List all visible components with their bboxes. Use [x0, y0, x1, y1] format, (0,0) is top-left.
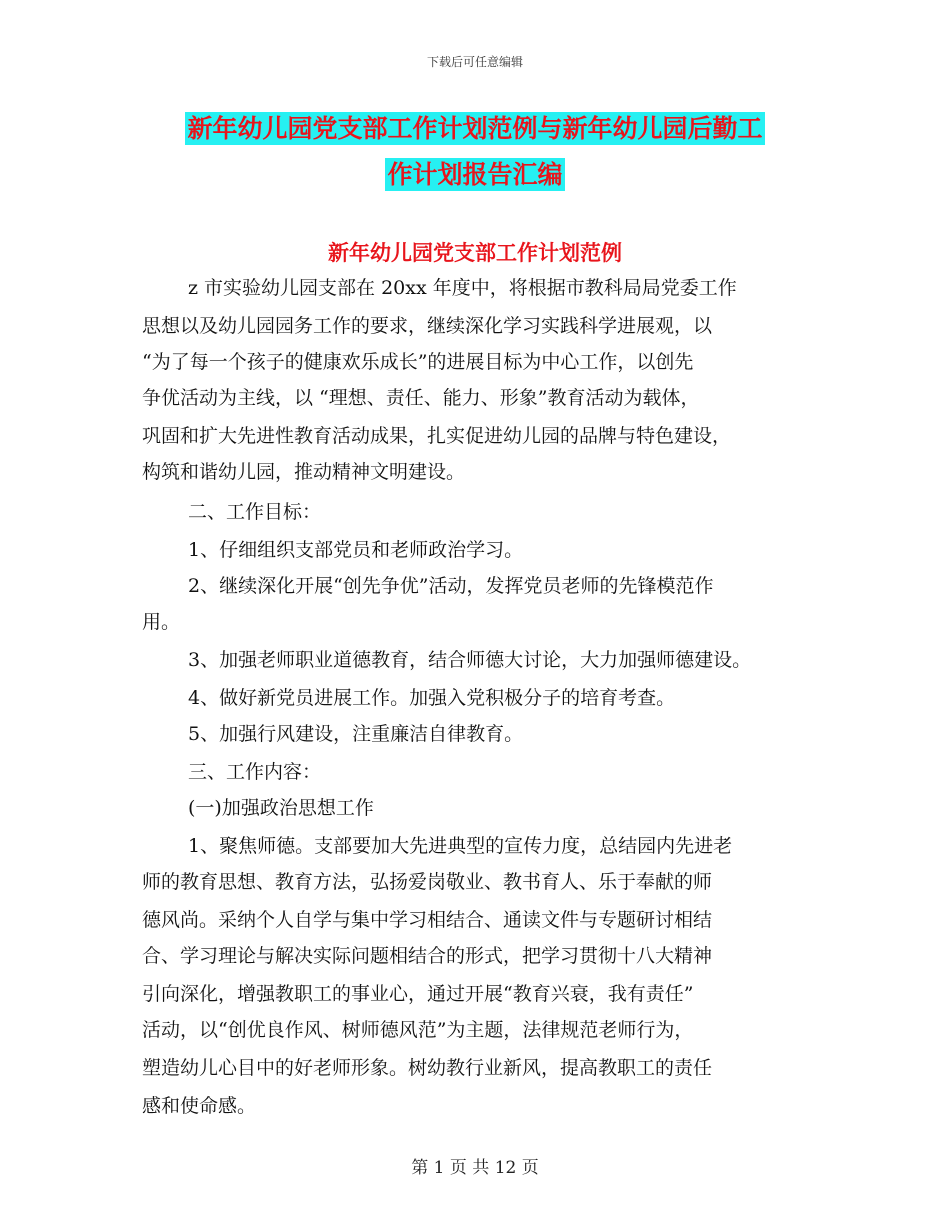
body-line: 思想以及幼儿园园务工作的要求，继续深化学习实践科学进展观，以 [142, 315, 713, 337]
body-line: 1、聚焦师德。支部要加大先进典型的宣传力度，总结园内先进老 [188, 835, 733, 857]
body-line: 塑造幼儿心目中的好老师形象。树幼教行业新风，提高教职工的责任 [142, 1057, 713, 1079]
body-line: 2、继续深化开展“创先争优”活动，发挥党员老师的先锋模范作 [188, 575, 714, 597]
body-line: 构筑和谐幼儿园，推动精神文明建设。 [142, 461, 466, 483]
body-line: 用。 [142, 611, 181, 633]
document-title-line-2 [0, 150, 950, 200]
section-heading: 二、工作目标： [188, 501, 322, 523]
body-line: 4、做好新党员进展工作。加强入党积极分子的培育考查。 [188, 687, 676, 709]
body-line: “为了每一个孩子的健康欢乐成长”的进展目标为中心工作，以创先 [142, 351, 694, 373]
body-line: 合、学习理论与解决实际问题相结合的形式，把学习贯彻十八大精神 [142, 945, 713, 967]
subsection-heading: (一)加强政治思想工作 [188, 797, 374, 819]
body-line: 师的教育思想、教育方法，弘扬爱岗敬业、教书育人、乐于奉献的师 [142, 871, 713, 893]
body-line: 1、仔细组织支部党员和老师政治学习。 [188, 539, 524, 561]
page-number: 第 1 页 共 12 页 [411, 1158, 539, 1178]
body-line: 感和使命感。 [142, 1095, 257, 1117]
body-line: 3、加强老师职业道德教育，结合师德大讨论，大力加强师德建设。 [188, 649, 752, 671]
document-title-text-2: 作计划报告汇编 [387, 160, 563, 189]
body-line: 活动，以“创优良作风、树师德风范”为主题，法律规范老师行为， [142, 1019, 694, 1041]
section-title: 新年幼儿园党支部工作计划范例 [328, 241, 622, 265]
body-line: 德风尚。采纳个人自学与集中学习相结合、通读文件与专题研讨相结 [142, 909, 713, 931]
document-title-line-1 [0, 104, 950, 154]
body-line: 巩固和扩大先进性教育活动成果，扎实促进幼儿园的品牌与特色建设， [142, 425, 732, 447]
section-heading: 三、工作内容： [188, 761, 322, 783]
document-title-text-1: 新年幼儿园党支部工作计划范例与新年幼儿园后勤工 [187, 114, 763, 143]
body-line: 5、加强行风建设，注重廉洁自律教育。 [188, 723, 524, 745]
body-line: z 市实验幼儿园支部在 20xx 年度中，将根据市教科局局党委工作 [188, 277, 737, 299]
body-line: 争优活动为主线，以 “理想、责任、能力、形象”教育活动为载体， [142, 387, 700, 409]
page-header-note: 下载后可任意编辑 [426, 55, 523, 69]
body-line: 引向深化，增强教职工的事业心，通过开展“教育兴衰，我有责任” [142, 983, 694, 1005]
